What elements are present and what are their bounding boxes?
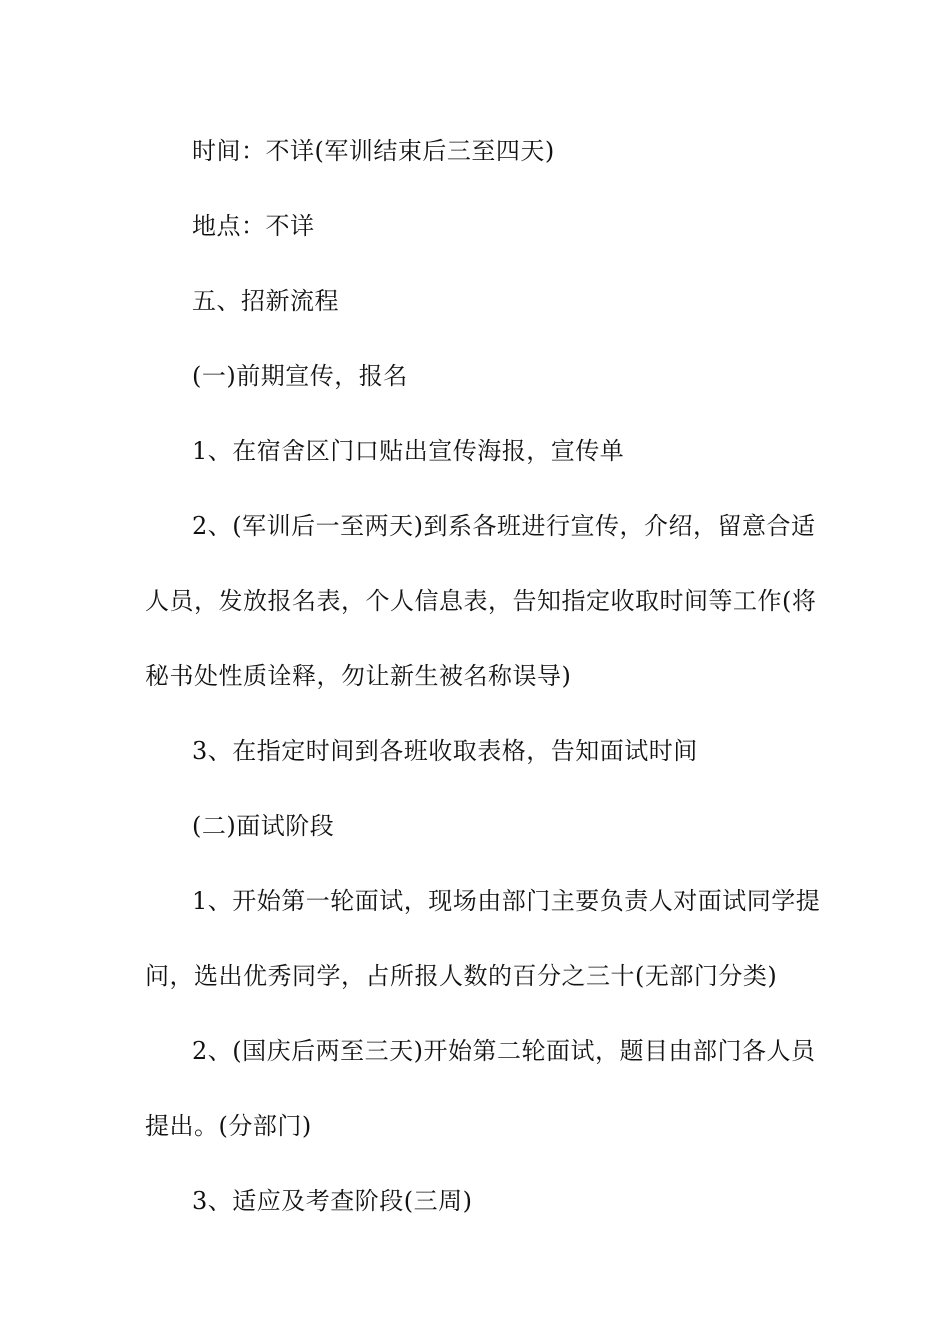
subsection-heading-interview: (二)面试阶段 — [192, 812, 335, 840]
section-heading-recruitment-process: 五、招新流程 — [192, 287, 339, 315]
list-item-class-visits-line-2: 人员，发放报名表，个人信息表，告知指定收取时间等工作(将 — [145, 587, 817, 615]
paragraph-location: 地点：不详 — [192, 212, 315, 240]
subsection-heading-promotion: (一)前期宣传，报名 — [192, 362, 408, 390]
list-item-class-visits-line-1: 2、(军训后一至两天)到系各班进行宣传，介绍，留意合适 — [192, 512, 816, 540]
list-item-class-visits-line-3: 秘书处性质诠释，勿让新生被名称误导) — [145, 662, 572, 690]
list-item-first-interview-line-2: 问，选出优秀同学，占所报人数的百分之三十(无部门分类) — [145, 962, 778, 990]
list-item-posters: 1、在宿舍区门口贴出宣传海报，宣传单 — [192, 437, 625, 465]
paragraph-time: 时间：不详(军训结束后三至四天) — [192, 137, 555, 165]
list-item-first-interview-line-1: 1、开始第一轮面试，现场由部门主要负责人对面试同学提 — [192, 887, 821, 915]
list-item-collect-forms: 3、在指定时间到各班收取表格，告知面试时间 — [192, 737, 698, 765]
list-item-second-interview-line-2: 提出。(分部门) — [145, 1112, 312, 1140]
list-item-adaptation-stage: 3、适应及考查阶段(三周) — [192, 1187, 473, 1215]
list-item-second-interview-line-1: 2、(国庆后两至三天)开始第二轮面试，题目由部门各人员 — [192, 1037, 816, 1065]
